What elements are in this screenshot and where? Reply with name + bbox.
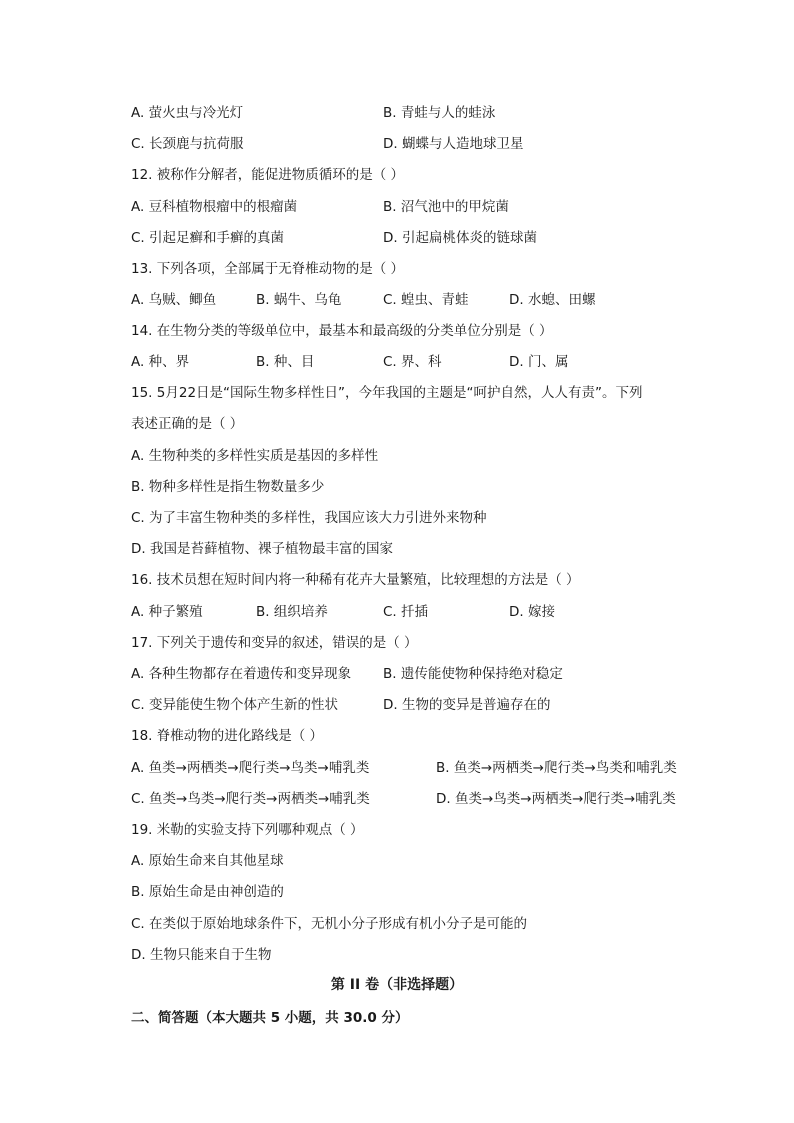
question-stem: 19. 米勒的实验支持下列哪种观点（ ） (131, 822, 364, 838)
question-stem: 15. 5月22日是“国际生物多样性日”，今年我国的主题是“呵护自然，人人有责”。下列 (131, 385, 643, 401)
option-text: C. 引起足癣和手癣的真菌 (131, 230, 285, 246)
option-text: A. 萤火虫与冷光灯 (131, 105, 244, 121)
option-text: B. 鱼类→两栖类→爬行类→鸟类和哺乳类 (436, 760, 677, 776)
option-text: C. 为了丰富生物种类的多样性，我国应该大力引进外来物种 (131, 510, 487, 526)
option-text: B. 沼气池中的甲烷菌 (383, 199, 509, 215)
option-text: D. 蝴蝶与人造地球卫星 (383, 136, 524, 152)
option-text: B. 原始生命是由神创造的 (131, 884, 284, 900)
option-text: A. 原始生命来自其他星球 (131, 853, 284, 869)
option-text: C. 蝗虫、青蛙 (383, 292, 469, 308)
option-text: A. 鱼类→两栖类→爬行类→鸟类→哺乳类 (131, 760, 370, 776)
option-text: D. 水螅、田螺 (509, 292, 596, 308)
option-text: C. 变异能使生物个体产生新的性状 (131, 697, 339, 713)
question-stem: 16. 技术员想在短时间内将一种稀有花卉大量繁殖，比较理想的方法是（ ） (131, 572, 580, 588)
option-text: D. 生物的变异是普遍存在的 (383, 697, 551, 713)
option-text: C. 扦插 (383, 604, 429, 620)
option-text: D. 我国是苔藓植物、裸子植物最丰富的国家 (131, 541, 393, 557)
option-text: C. 在类似于原始地球条件下，无机小分子形成有机小分子是可能的 (131, 916, 528, 932)
option-text: A. 豆科植物根瘤中的根瘤菌 (131, 199, 298, 215)
section-subtitle: 二、简答题（本大题共 5 小题，共 30.0 分） (131, 1010, 409, 1026)
option-text: D. 生物只能来自于生物 (131, 947, 272, 963)
question-stem: 12. 被称作分解者，能促进物质循环的是（ ） (131, 167, 405, 183)
option-text: A. 种、界 (131, 354, 190, 370)
option-text: B. 种、目 (256, 354, 315, 370)
option-text: D. 嫁接 (509, 604, 555, 620)
option-text: D. 鱼类→鸟类→两栖类→爬行类→哺乳类 (436, 791, 676, 807)
option-text: B. 蜗牛、乌龟 (256, 292, 342, 308)
question-stem: 14. 在生物分类的等级单位中，最基本和最高级的分类单位分别是（ ） (131, 323, 553, 339)
option-text: A. 各种生物都存在着遗传和变异现象 (131, 666, 352, 682)
option-text: C. 界、科 (383, 354, 442, 370)
option-text: A. 种子繁殖 (131, 604, 203, 620)
option-text: B. 遗传能使物种保持绝对稳定 (383, 666, 563, 682)
option-text: B. 组织培养 (256, 604, 328, 620)
question-stem-continued: 表述正确的是（ ） (131, 416, 244, 432)
option-text: B. 物种多样性是指生物数量多少 (131, 479, 325, 495)
option-text: C. 长颈鹿与抗荷服 (131, 136, 244, 152)
question-stem: 17. 下列关于遗传和变异的叙述，错误的是（ ） (131, 635, 418, 651)
option-text: A. 生物种类的多样性实质是基因的多样性 (131, 448, 379, 464)
option-text: D. 引起扁桃体炎的链球菌 (383, 230, 537, 246)
option-text: C. 鱼类→鸟类→爬行类→两栖类→哺乳类 (131, 791, 370, 807)
option-text: A. 乌贼、鲫鱼 (131, 292, 217, 308)
option-text: D. 门、属 (509, 354, 569, 370)
section-title: 第 II 卷（非选择题） (330, 977, 464, 993)
question-stem: 13. 下列各项，全部属于无脊椎动物的是（ ） (131, 261, 405, 277)
question-stem: 18. 脊椎动物的进化路线是（ ） (131, 728, 324, 744)
option-text: B. 青蛙与人的蛙泳 (383, 105, 496, 121)
